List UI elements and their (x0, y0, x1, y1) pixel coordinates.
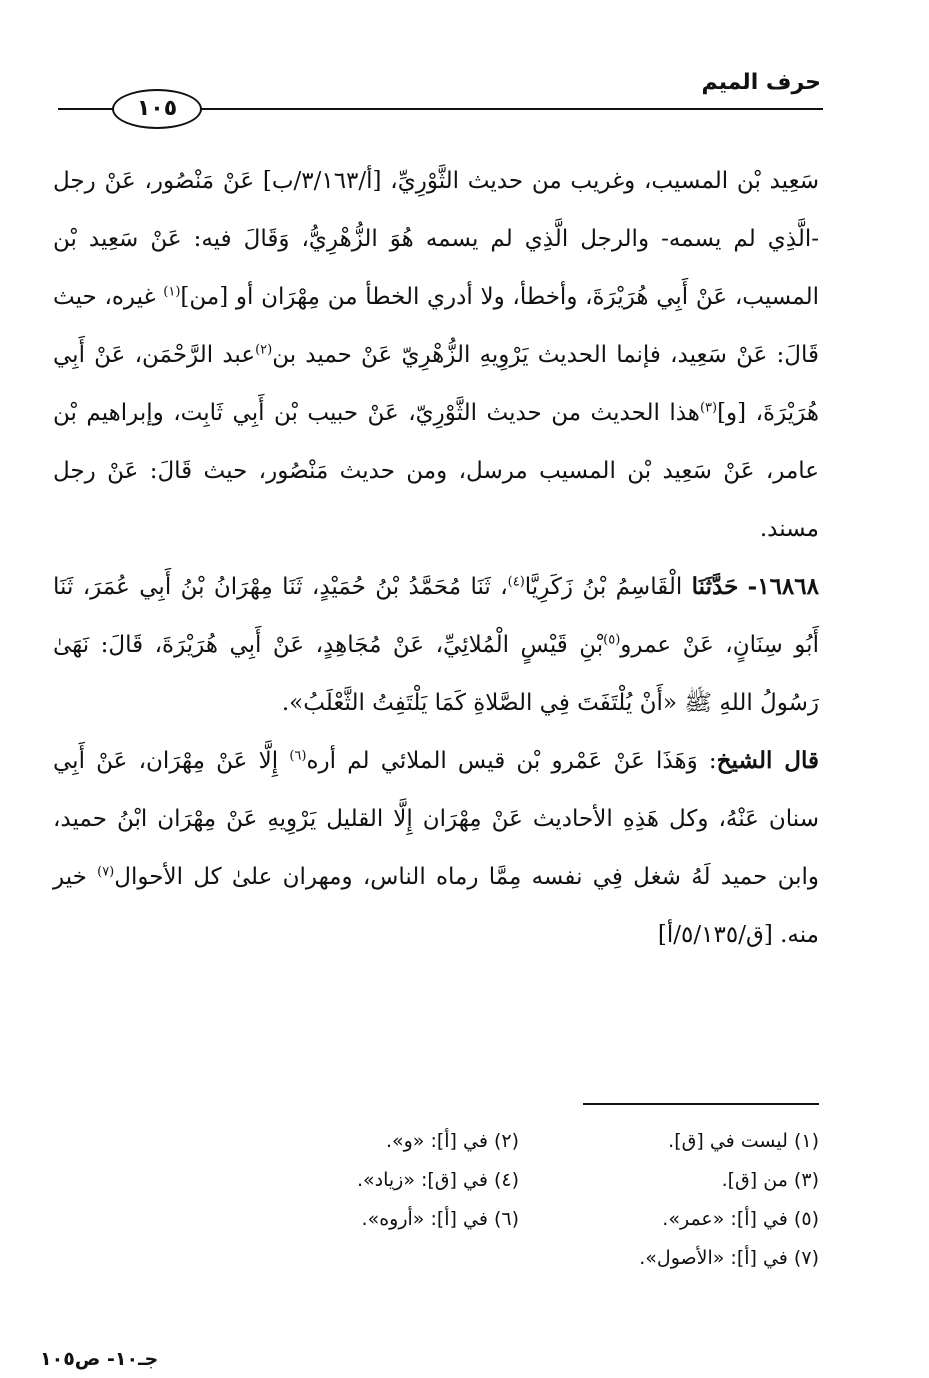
footnote-row (219, 1200, 819, 1239)
text-segment: عبد الرَّحْمَن، عَنْ أَبِي هُرَيْرَةَ، [و] (53, 342, 819, 426)
paragraph-2 (53, 558, 819, 732)
text-segment: ، ثَنَا مُحَمَّدُ بْنُ حُمَيْدٍ، ثَنَا مِهْرَانُ بْنُ أَبِي عُمَرَ، ثَنَا أَبُو سِنَانٍ، عَنْ عمرو (53, 574, 819, 658)
text-segment: هذا الحديث من حديث الثَّوْرِيّ، عَنْ حبيب بْن أَبِي ثَابِت، وإبراهيم بْن عامر، عَنْ سَعِيد بْن المسيب مرسل، ومن حديث مَنْصُور، حيث قَالَ: عَنْ رجل مسند. (53, 400, 819, 542)
text-segment: غيره، حيث قَالَ: عَنْ سَعِيد، فإنما الحديث يَرْوِيهِ الزُّهْرِيّ عَنْ حميد بن (53, 284, 819, 368)
footnote-ref: (٦) (289, 748, 307, 764)
footnote-item: (٥) في [أ]: «عمر». (662, 1208, 819, 1230)
text-segment: سَعِيد بْن المسيب، وغريب من حديث الثَّوْرِيِّ، [أ/٣/١٦٣/ب] عَنْ مَنْصُور، عَنْ رجل -الَّذِي لم يسمه- والرجل الَّذِي لم يسمه هُوَ الزُّهْرِيُّ، وَقَالَ فيه: عَنْ سَعِيد بْن المسيب، عَنْ أَبِي هُرَيْرَةَ، وأخطأ، ولا أدري الخطأ من مِهْرَان أو [من] (53, 168, 819, 310)
text-segment: إِلَّا عَنْ مِهْرَان، عَنْ أَبِي سنان عَنْهُ، وكل هَذِهِ الأحاديث عَنْ مِهْرَان إِلَّا القليل يَرْوِيهِ عَنْ مِهْرَان ابْنُ حميد، وابن حميد لَهُ شغل فِي نفسه مِمَّا رماه الناس، ومهران علىٰ كل الأحوال (53, 748, 819, 890)
footnote-ref: (٣) (699, 400, 718, 416)
paragraph-1 (53, 152, 819, 558)
narration-keyword: حَدَّثَنَا (691, 573, 739, 600)
footnote-item: (١) ليست في [ق]. (668, 1130, 819, 1152)
footnote-item: (٤) في [ق]: «زياد». (356, 1169, 519, 1191)
footnote-divider (583, 1103, 819, 1105)
footnote-ref: (٢) (255, 342, 273, 358)
text-segment: : وَهَذَا عَنْ عَمْرو بْن قيس الملائي لم أره (306, 748, 717, 774)
footnote-ref: (٧) (97, 864, 115, 880)
footnote-ref: (١) (163, 284, 181, 300)
text-segment: بْنِ قَيْسٍ الْمُلائِيِّ، عَنْ مُجَاهِدٍ، عَنْ أَبِي هُرَيْرَةَ، قَالَ: نَهَىٰ رَسُولُ اللهِ ﷺ «أَنْ يُلْتَفَتَ فِي الصَّلاةِ كَمَا يَلْتَفِتُ الثَّعْلَبُ». (53, 632, 819, 716)
footnote-item: (٢) في [أ]: «و». (385, 1130, 519, 1152)
footnote-item (219, 1239, 519, 1278)
footnote-item: (٧) في [أ]: «الأصول». (639, 1247, 819, 1269)
hadith-number: ١٦٨٦٨- (747, 573, 819, 600)
footnote-row (219, 1239, 819, 1278)
chapter-title: حرف الميم (701, 70, 821, 95)
footnote-item: (٦) في [أ]: «أروه». (361, 1208, 519, 1230)
sheikh-label: قال الشيخ (716, 747, 819, 774)
footnote-ref: (٥) (603, 632, 621, 648)
footnote-ref: (٤) (507, 574, 525, 590)
text-segment: خير منه. [ق/٥/١٣٥/أ] (53, 864, 819, 948)
page-number: ١٠٥ (112, 89, 202, 129)
text-segment: الْقَاسِمُ بْنُ زَكَرِيَّا (524, 574, 692, 600)
paragraph-3 (53, 732, 819, 964)
footnote-row (219, 1161, 819, 1200)
footnote-item: (٣) من [ق]. (721, 1169, 819, 1191)
main-text (53, 152, 819, 964)
footnote-row (219, 1122, 819, 1161)
volume-page-signature: جـ١٠- ص١٠٥ (40, 1348, 159, 1370)
footnotes (219, 1122, 819, 1278)
